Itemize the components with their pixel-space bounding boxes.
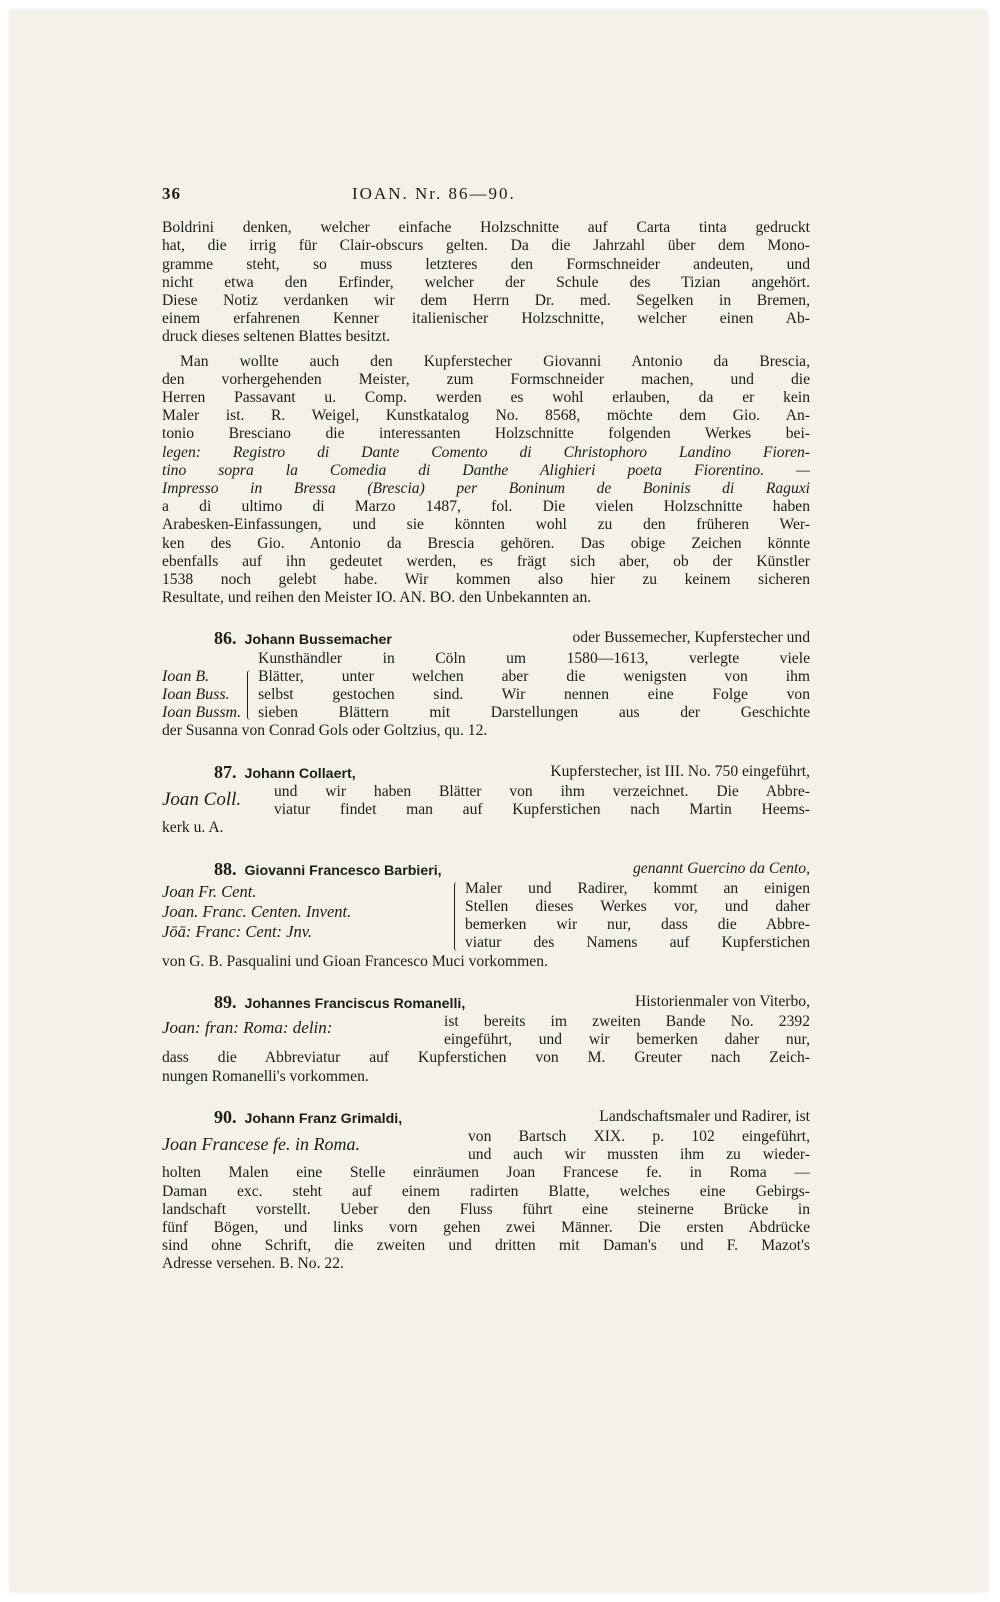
text-line: nicht etwa den Erfinder, welcher der Schule des Tizian angehört. xyxy=(162,273,810,291)
text-line: Arabesken-Einfassungen, und sie könnten wohl zu den früheren Wer- xyxy=(162,516,810,534)
entry-side-text xyxy=(188,650,810,723)
artist-name: Johann Collaert, xyxy=(244,765,356,782)
text-line: kerk u. A. xyxy=(162,819,224,837)
entry-heading-rest: Kupferstecher, ist III. No. 750 eingeführt, xyxy=(550,762,810,780)
monogram: Ioan B. xyxy=(162,667,210,685)
page-number: 36 xyxy=(162,184,181,203)
text-line: Maler ist. R. Weigel, Kunstkatalog No. 8568, möchte dem Gio. An- xyxy=(162,407,810,425)
brescia-paragraph xyxy=(162,353,810,608)
text-line: druck dieses seltenen Blattes besitzt. xyxy=(162,328,391,346)
entry-number: 89. xyxy=(214,991,237,1012)
intro-paragraph xyxy=(162,219,810,346)
monogram: Ioan Buss. xyxy=(162,685,230,703)
text-line: bemerken wir nur, dass die Abbre- xyxy=(465,916,810,934)
monogram: Joan Francese fe. in Roma. xyxy=(162,1133,360,1154)
text-line: ebenfalls auf ihn gedeutet werden, es frägt sich aber, ob der Künstler xyxy=(162,552,810,570)
text-line: viatur findet man auf Kupferstichen nach Martin Heems- xyxy=(274,801,810,819)
text-line: eingeführt, und wir bemerken daher nur, xyxy=(444,1031,810,1049)
text-line: dass die Abbreviatur auf Kupferstichen von M. Greuter nach Zeich- xyxy=(162,1049,810,1067)
monogram: Joan Coll. xyxy=(162,788,242,810)
text-line: Daman exc. steht auf einem radirten Blatte, welches eine Gebirgs- xyxy=(162,1182,810,1200)
entry-heading xyxy=(162,763,810,783)
entry-heading xyxy=(162,993,810,1013)
text-line: nungen Romanelli's vorkommen. xyxy=(162,1067,369,1085)
monogram: Joan Fr. Cent. xyxy=(162,881,257,901)
entry-heading xyxy=(162,629,810,649)
text-line: Stellen dieses Werkes vor, und daher xyxy=(465,897,810,915)
text-line: selbst gestochen sind. Wir nennen eine Folge von xyxy=(258,686,810,704)
text-line: fünf Bögen, und links vorn gehen zwei Männer. Die ersten Abdrücke xyxy=(162,1218,810,1236)
text-line: Impresso in Bressa (Brescia) per Boninum de Boninis di Raguxi xyxy=(162,480,810,498)
text-line: gramme steht, so muss letzteres den Formschneider andeuten, und xyxy=(162,255,810,273)
text-line: Adresse versehen. B. No. 22. xyxy=(162,1255,344,1273)
artist-name: Giovanni Francesco Barbieri, xyxy=(244,862,442,879)
entry-88 xyxy=(162,860,810,971)
text-line: den vorhergehenden Meister, zum Formschneider machen, und die xyxy=(162,370,810,388)
monogram: Joan: fran: Roma: delin: xyxy=(162,1017,333,1037)
entry-number: 88. xyxy=(214,858,237,879)
text-line: Herren Passavant u. Comp. werden es wohl erlauben, da er kein xyxy=(162,389,810,407)
monogram-block xyxy=(162,880,810,953)
text-line: landschaft vorstellt. Ueber den Fluss führt eine steinerne Brücke in xyxy=(162,1200,810,1218)
entry-side-text xyxy=(444,1013,810,1049)
entry-side-text xyxy=(465,880,810,953)
artist-name: Johann Bussemacher xyxy=(244,632,392,649)
text-line: Diese Notiz verdanken wir dem Herrn Dr. med. Segelken in Bremen, xyxy=(162,292,810,310)
text-line: Maler und Radirer, kommt an einigen xyxy=(465,879,810,897)
monogram-list xyxy=(162,880,448,953)
text-line: legen: Registro di Dante Comento di Christophoro Landino Fioren- xyxy=(162,443,810,461)
text-line: Resultate, und reihen den Meister IO. AN. BO. den Unbekannten an. xyxy=(162,589,592,607)
text-line: Man wollte auch den Kupferstecher Giovanni Antonio da Brescia, xyxy=(180,352,810,370)
entry-87 xyxy=(162,763,810,838)
text-line: tonio Bresciano die interessanten Holzschnitte folgenden Werkes bei- xyxy=(162,425,810,443)
entry-heading-rest: Historienmaler von Viterbo, xyxy=(634,992,810,1010)
entry-heading xyxy=(162,1108,810,1128)
brace xyxy=(454,882,457,951)
text-line: sind ohne Schrift, die zweiten und dritten mit Daman's und F. Mazot's xyxy=(162,1237,810,1255)
entry-heading xyxy=(162,860,810,880)
monogram-block xyxy=(162,783,810,819)
text-line: der Susanna von Conrad Gols oder Goltzius, qu. 12. xyxy=(162,722,488,740)
text-line: von G. B. Pasqualini und Gioan Francesco Muci vorkommen. xyxy=(162,952,548,970)
artist-name: Johann Franz Grimaldi, xyxy=(244,1110,403,1127)
entry-heading-rest: genannt Guercino da Cento, xyxy=(633,859,810,877)
text-line: a di ultimo di Marzo 1487, fol. Die vielen Holzschnitte haben xyxy=(162,498,810,516)
entry-number: 86. xyxy=(214,628,237,649)
entry-side-text xyxy=(468,1128,810,1164)
monogram-block xyxy=(162,1128,810,1164)
text-line: sieben Blättern mit Darstellungen aus der Geschichte xyxy=(258,704,810,722)
text-column xyxy=(162,185,810,1274)
text-line: holten Malen eine Stelle einräumen Joan Francese fe. in Roma — xyxy=(162,1164,810,1182)
entry-89 xyxy=(162,993,810,1086)
text-line: und wir haben Blätter von ihm verzeichnet. Die Abbre- xyxy=(274,782,810,800)
monogram: Jōā: Franc: Cent: Jnv. xyxy=(162,921,312,941)
text-line: Blätter, unter welchen aber die wenigsten von ihm xyxy=(258,667,810,685)
book-page xyxy=(10,10,988,1592)
monogram-block xyxy=(162,650,810,723)
text-line: hat, die irrig für Clair-obscurs gelten. Da die Jahrzahl über dem Mono- xyxy=(162,237,810,255)
entry-heading-rest: oder Bussemecher, Kupferstecher und xyxy=(572,629,810,647)
entry-86 xyxy=(162,629,810,740)
artist-name: Johannes Franciscus Romanelli, xyxy=(244,995,466,1012)
text-line: tino sopra la Comedia di Danthe Alighieri poeta Fiorentino. — xyxy=(162,461,810,479)
text-line: ken des Gio. Antonio da Brescia gehören. Das obige Zeichen könnte xyxy=(162,534,810,552)
text-line: Kunsthändler in Cöln um 1580—1613, verlegte viele xyxy=(258,649,810,667)
running-header xyxy=(162,185,810,203)
entry-number: 90. xyxy=(214,1106,237,1127)
entry-side-text xyxy=(274,783,810,819)
entry-90 xyxy=(162,1108,810,1274)
text-line: ist bereits im zweiten Bande No. 2392 xyxy=(444,1012,810,1030)
entry-heading-rest: Landschaftsmaler und Radirer, ist xyxy=(599,1107,810,1125)
monogram: Joan. Franc. Centen. Invent. xyxy=(162,901,352,921)
text-line: von Bartsch XIX. p. 102 eingeführt, xyxy=(468,1127,810,1145)
monogram: Ioan Bussm. xyxy=(162,703,242,721)
entry-number: 87. xyxy=(214,761,237,782)
running-title: IOAN. Nr. 86—90. xyxy=(352,184,516,203)
text-line: und auch wir mussten ihm zu wieder- xyxy=(468,1146,810,1164)
monogram-block xyxy=(162,1013,810,1049)
text-line: viatur des Namens auf Kupferstichen xyxy=(465,934,810,952)
text-line: einem erfahrenen Kenner italienischer Holzschnitte, welcher einen Ab- xyxy=(162,310,810,328)
text-line: 1538 noch gelebt habe. Wir kommen also hier zu keinem sicheren xyxy=(162,571,810,589)
text-line: Boldrini denken, welcher einfache Holzschnitte auf Carta tinta gedruckt xyxy=(162,219,810,237)
